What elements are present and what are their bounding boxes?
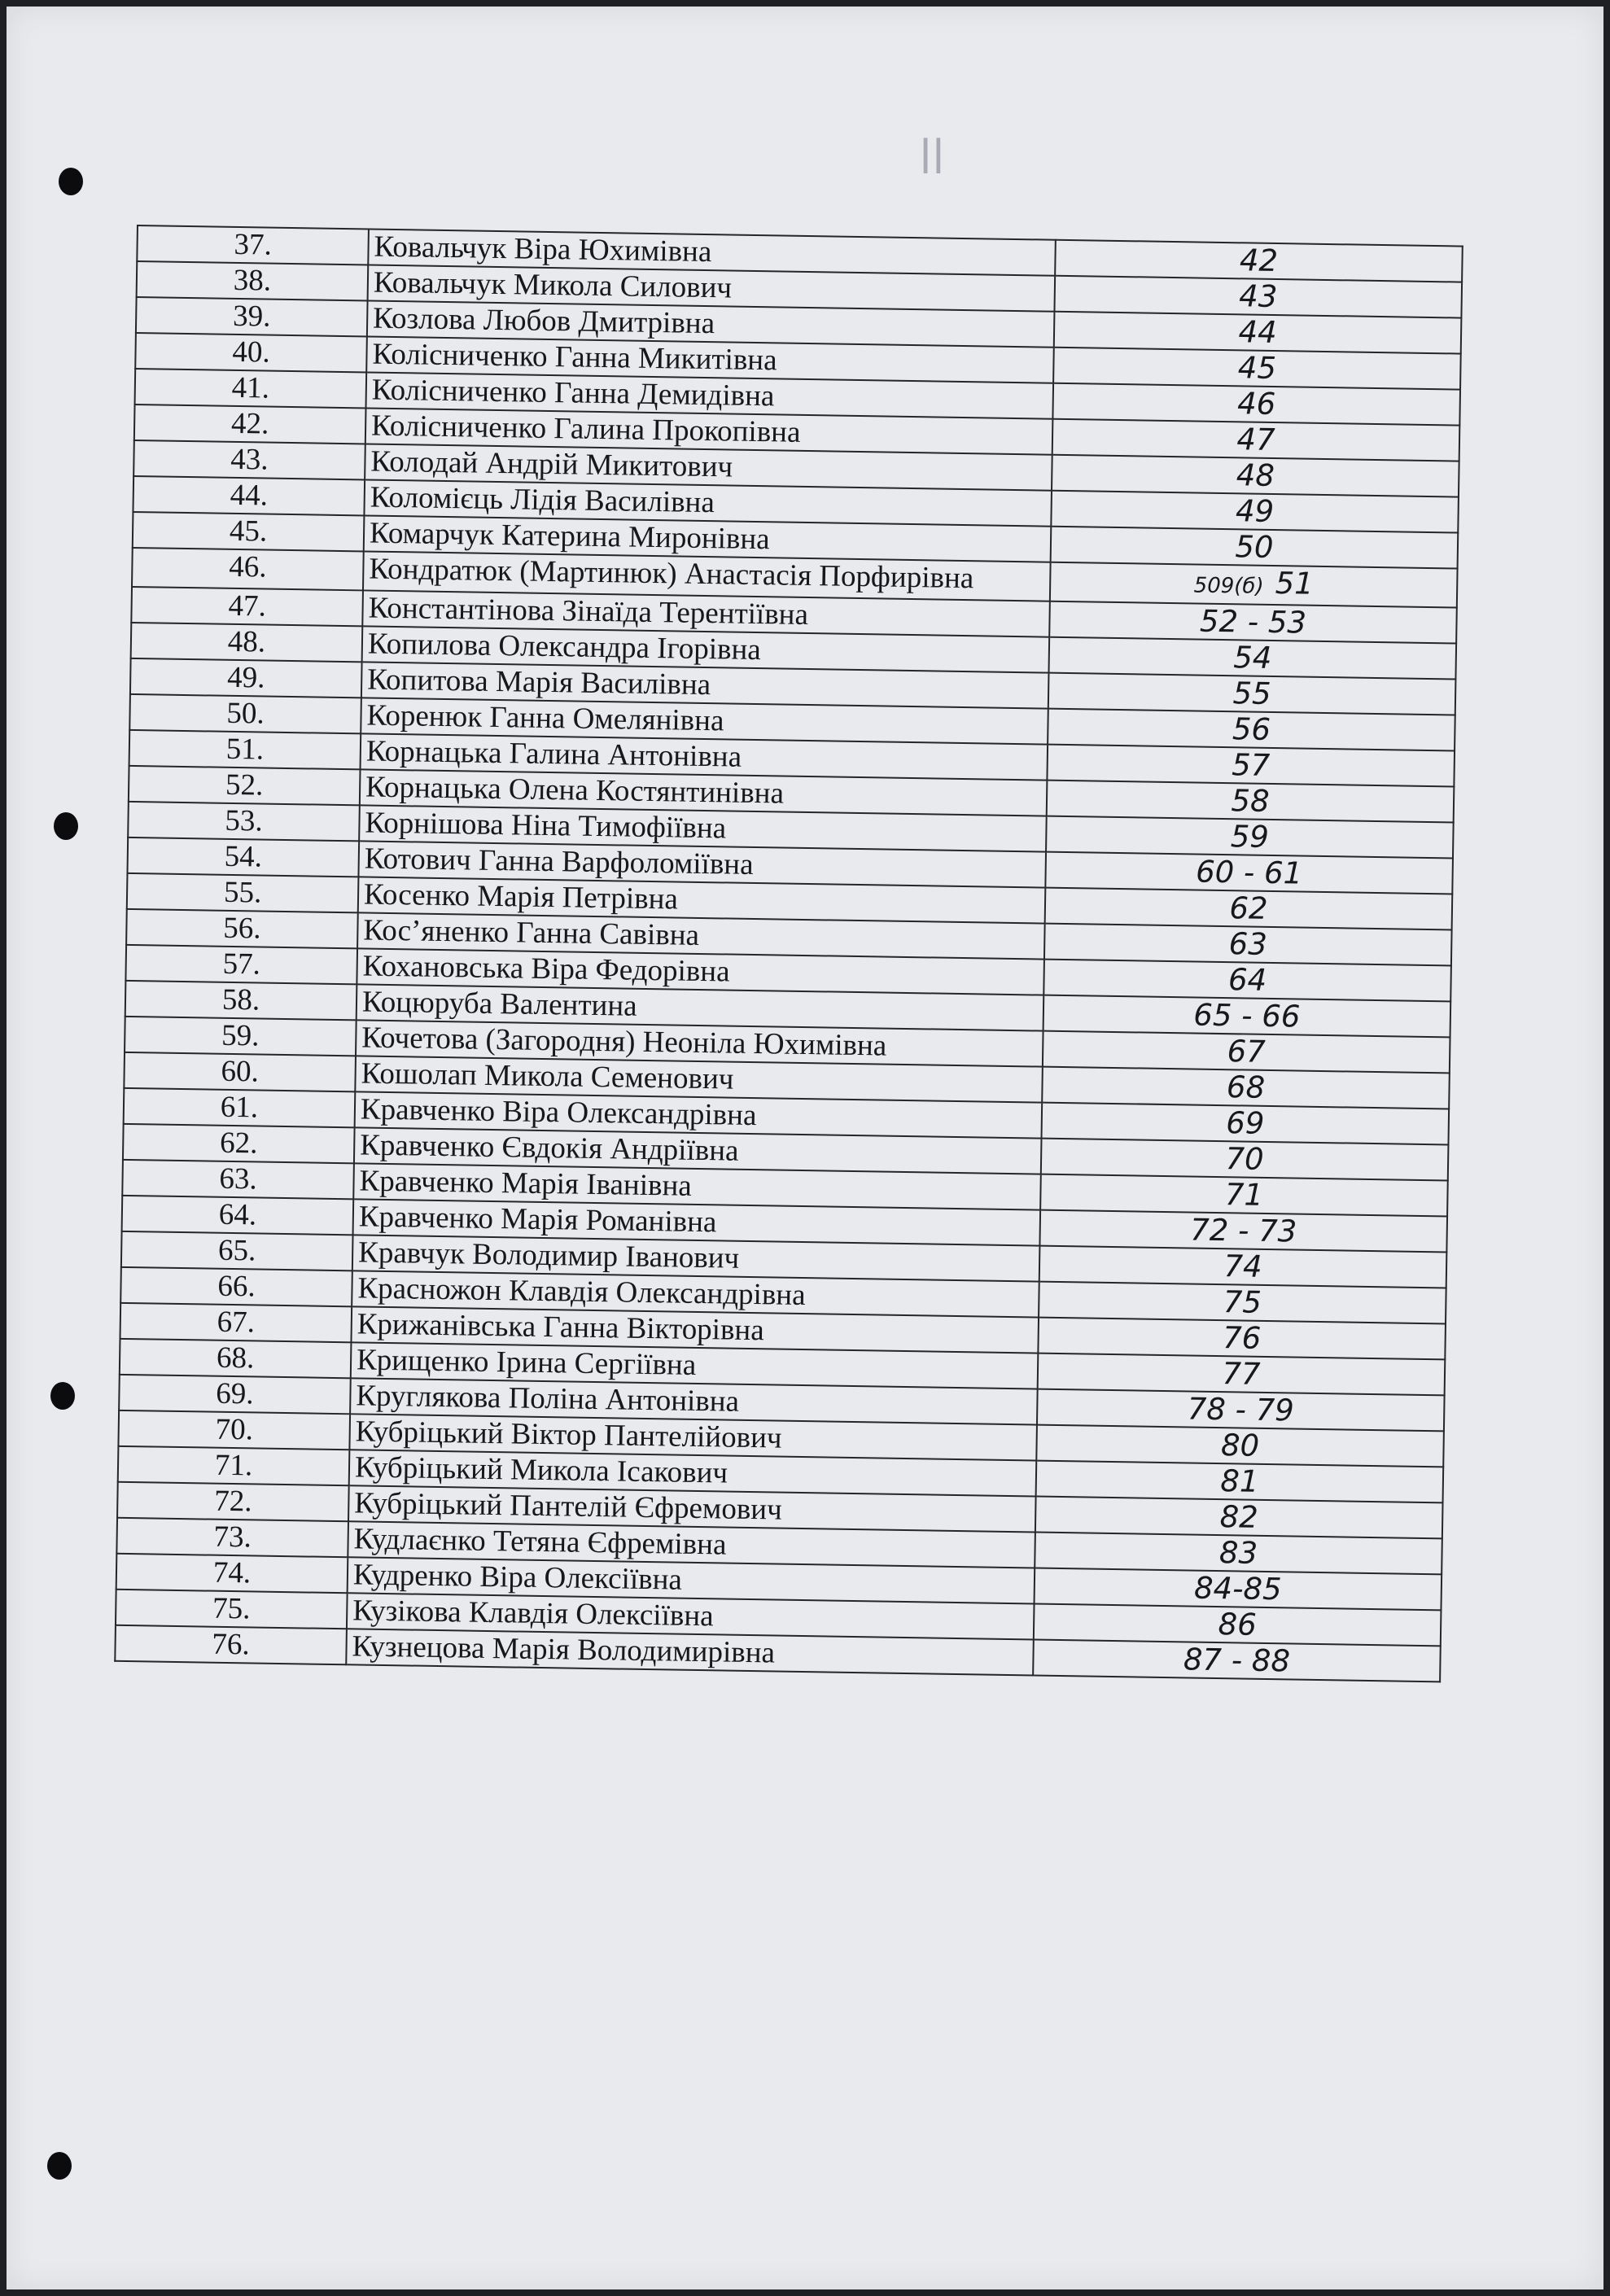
handwritten-folio-number: 71 [1224,1177,1264,1213]
person-name: Красножон Клавдія Олександрівна [352,1270,1039,1317]
folio-cell [1046,816,1454,859]
row-number: 75. [116,1590,348,1629]
folio-cell [1043,995,1451,1038]
row-number: 53. [128,802,360,841]
handwritten-folio-number: 60 - 61 [1195,854,1303,891]
handwritten-folio-number: 87 - 88 [1183,1642,1291,1679]
person-name: Кочетова (Загородня) Неоніла Юхимівна [356,1020,1043,1066]
handwritten-folio-number: 77 [1222,1356,1261,1392]
person-name: Коренюк Ганна Омелянівна [361,698,1048,744]
person-name: Комарчук Катерина Миронівна [364,515,1052,562]
handwritten-folio-number: 52 - 53 [1199,603,1307,641]
person-name: Крищенко Ірина Сергіївна [351,1342,1039,1389]
handwritten-folio-number: 62 [1229,890,1268,926]
row-number: 39. [136,297,368,336]
person-name: Кохановська Віра Федорівна [357,948,1044,995]
handwritten-folio-number: 64 [1227,962,1267,998]
folio-cell [1045,888,1453,930]
person-name: Кубріцький Микола Ісакович [349,1450,1037,1496]
handwritten-folio-number: 56 [1232,711,1271,747]
handwritten-folio-number: 78 - 79 [1187,1391,1295,1428]
handwritten-folio-number: 72 - 73 [1189,1212,1297,1249]
person-name: Кузікова Клавдія Олексіївна [347,1593,1035,1639]
punch-hole-lower-mid [50,1382,75,1410]
register-table [114,225,1463,1682]
row-number: 57. [125,945,357,984]
person-name: Копилова Олександра Ігорівна [362,626,1050,672]
folio-cell [1052,419,1460,461]
folio-cell [1040,1174,1448,1217]
row-number: 73. [116,1518,348,1557]
row-number: 56. [126,909,358,948]
row-number: 65. [121,1231,353,1270]
row-number: 69. [119,1375,351,1414]
person-name: Котович Ганна Варфоломіївна [358,841,1046,887]
row-number: 68. [120,1339,352,1378]
handwritten-folio-number: 50 [1235,529,1274,565]
folio-cell [1038,1354,1446,1396]
folio-cell [1052,383,1460,426]
folio-cell [1035,1568,1442,1611]
person-name: Колісниченко Ганна Демидівна [365,372,1053,418]
folio-cell [1049,601,1457,644]
person-name: Кондратюк (Мартинюк) Анастасія Порфирівна [363,551,1051,601]
folio-cell [1041,1139,1449,1181]
folio-cell [1039,1210,1447,1253]
handwritten-folio-number: 49 [1235,493,1275,529]
row-number: 40. [135,333,367,372]
folio-cell [1039,1246,1447,1288]
row-number: 54. [127,837,359,877]
person-name: Козлова Любов Дмитрівна [367,300,1055,347]
folio-cell [1036,1461,1444,1503]
handwritten-folio-number: 81 [1220,1463,1259,1499]
handwritten-folio-number: 44 [1238,314,1277,351]
handwritten-folio-number: 74 [1223,1249,1262,1284]
punch-hole-upper-mid [54,812,78,840]
person-name: Коцюруба Валентина [357,984,1044,1030]
person-name: Колодай Андрій Микитович [365,444,1052,490]
row-number: 55. [127,873,359,912]
person-name: Кравченко Марія Іванівна [353,1163,1041,1209]
folio-cell [1054,312,1462,354]
folio-cell [1054,276,1462,318]
person-name: Кос’яненко Ганна Савівна [357,912,1045,959]
folio-cell [1042,1103,1450,1145]
person-name: Крижанівська Ганна Вікторівна [351,1306,1039,1353]
row-number: 50. [129,694,361,733]
handwritten-note: 509(б) [1193,573,1264,599]
person-name: Кошолап Микола Семенович [355,1056,1043,1102]
row-number: 71. [118,1446,350,1485]
handwritten-folio-number: 86 [1218,1607,1258,1642]
handwritten-folio-number: 46 [1236,386,1276,422]
folio-cell [1037,1389,1445,1432]
person-name: Кубріцький Віктор Пантелійович [349,1414,1037,1460]
row-number: 62. [123,1124,355,1163]
handwritten-folio-number: 75 [1223,1284,1262,1320]
person-name: Корнацька Олена Костянтинівна [360,769,1048,816]
handwritten-folio-number: 65 - 66 [1193,997,1301,1034]
row-number: 51. [129,730,361,769]
handwritten-folio-number: 57 [1231,747,1271,783]
folio-cell [1042,1067,1450,1109]
row-number: 76. [115,1625,347,1664]
handwritten-folio-number: 43 [1238,278,1278,315]
handwritten-folio-number: 67 [1227,1034,1267,1069]
row-number: 41. [135,369,367,408]
handwritten-folio-number: 70 [1225,1141,1265,1177]
handwritten-folio-number: 51 [1275,566,1315,601]
folio-cell [1039,1282,1446,1324]
folio-cell [1035,1533,1442,1575]
folio-cell [1035,1497,1443,1539]
person-name: Ковальчук Віра Юхимівна [368,229,1056,275]
folio-cell [1051,527,1459,569]
row-number: 70. [118,1410,350,1450]
folio-cell [1034,1604,1442,1647]
punch-hole-bottom [47,2152,72,2180]
row-number: 45. [133,512,365,551]
handwritten-folio-number: 69 [1225,1105,1265,1141]
person-name: Колісниченко Ганна Микитівна [366,336,1054,383]
handwritten-folio-number: 47 [1236,422,1275,457]
sheet-section-marker: II [919,129,946,186]
punch-hole-top [59,168,83,195]
handwritten-folio-number: 80 [1220,1428,1260,1463]
row-number: 59. [125,1017,357,1056]
person-name: Кудренко Віра Олексіївна [348,1557,1035,1603]
row-number: 47. [131,587,363,626]
row-number: 63. [122,1160,354,1199]
folio-cell [1055,240,1463,282]
handwritten-folio-number: 54 [1232,640,1272,676]
row-number: 67. [120,1303,352,1342]
handwritten-folio-number: 42 [1239,243,1279,279]
folio-cell [1043,1031,1450,1074]
row-number: 49. [130,658,362,698]
row-number: 43. [133,440,365,479]
folio-cell [1043,960,1451,1002]
handwritten-folio-number: 76 [1222,1320,1262,1356]
folio-cell [1048,709,1455,751]
handwritten-folio-number: 83 [1218,1535,1258,1571]
person-name: Корнішова Ніна Тимофіївна [359,805,1047,851]
handwritten-folio-number: 58 [1231,783,1270,819]
folio-cell [1051,491,1459,533]
folio-cell [1048,673,1456,715]
row-number: 66. [120,1267,352,1306]
row-number: 38. [137,261,369,300]
row-number: 72. [117,1482,349,1521]
person-name: Колісниченко Галина Прокопівна [365,408,1053,454]
row-number: 74. [116,1554,348,1593]
person-name: Кравченко Марія Романівна [353,1199,1041,1245]
row-number: 44. [133,476,365,515]
folio-cell [1052,455,1459,497]
row-number: 61. [124,1088,356,1127]
person-name: Коломієць Лідія Василівна [364,479,1052,526]
row-number: 58. [125,981,357,1020]
document-page [7,7,1603,2289]
folio-cell [1044,924,1452,966]
folio-cell [1047,781,1455,823]
person-name: Круглякова Поліна Антонівна [350,1378,1038,1424]
handwritten-folio-number: 82 [1219,1499,1259,1535]
handwritten-folio-number: 63 [1228,926,1268,962]
row-number: 37. [137,225,369,265]
row-number: 46. [132,548,364,590]
handwritten-folio-number: 59 [1230,819,1270,855]
handwritten-folio-number: 48 [1236,457,1275,493]
row-number: 42. [134,405,366,444]
handwritten-folio-number: 55 [1232,676,1272,711]
folio-cell [1045,852,1453,894]
register-rows [115,225,1463,1682]
folio-cell [1033,1640,1441,1682]
folio-cell [1036,1425,1444,1467]
folio-cell [1053,348,1461,390]
person-name: Кравчук Володимир Іванович [352,1235,1040,1281]
folio-cell [1050,562,1458,608]
person-name: Кузнецова Марія Володимирівна [346,1629,1034,1675]
person-name: Косенко Марія Петрівна [358,877,1046,923]
handwritten-folio-number: 45 [1237,350,1277,387]
folio-cell [1048,637,1456,680]
row-number: 52. [129,766,361,805]
handwritten-folio-number: 68 [1226,1069,1266,1105]
row-number: 48. [131,623,363,662]
person-name: Ковальчук Микола Силович [368,265,1056,311]
folio-cell [1038,1318,1446,1360]
person-name: Кравченко Євдокія Андріївна [354,1127,1042,1174]
person-name: Корнацька Галина Антонівна [361,733,1048,780]
row-number: 64. [122,1196,354,1235]
person-name: Константінова Зінаїда Терентіївна [362,590,1050,636]
person-name: Копитова Марія Василівна [361,662,1049,708]
row-number: 60. [124,1052,356,1091]
handwritten-folio-number: 84-85 [1193,1570,1282,1607]
folio-cell [1047,745,1455,787]
person-name: Кубріцький Пантелій Єфремович [348,1485,1036,1532]
person-name: Кравченко Віра Олександрівна [355,1091,1043,1138]
person-name: Кудлаєнко Тетяна Єфремівна [348,1521,1035,1568]
